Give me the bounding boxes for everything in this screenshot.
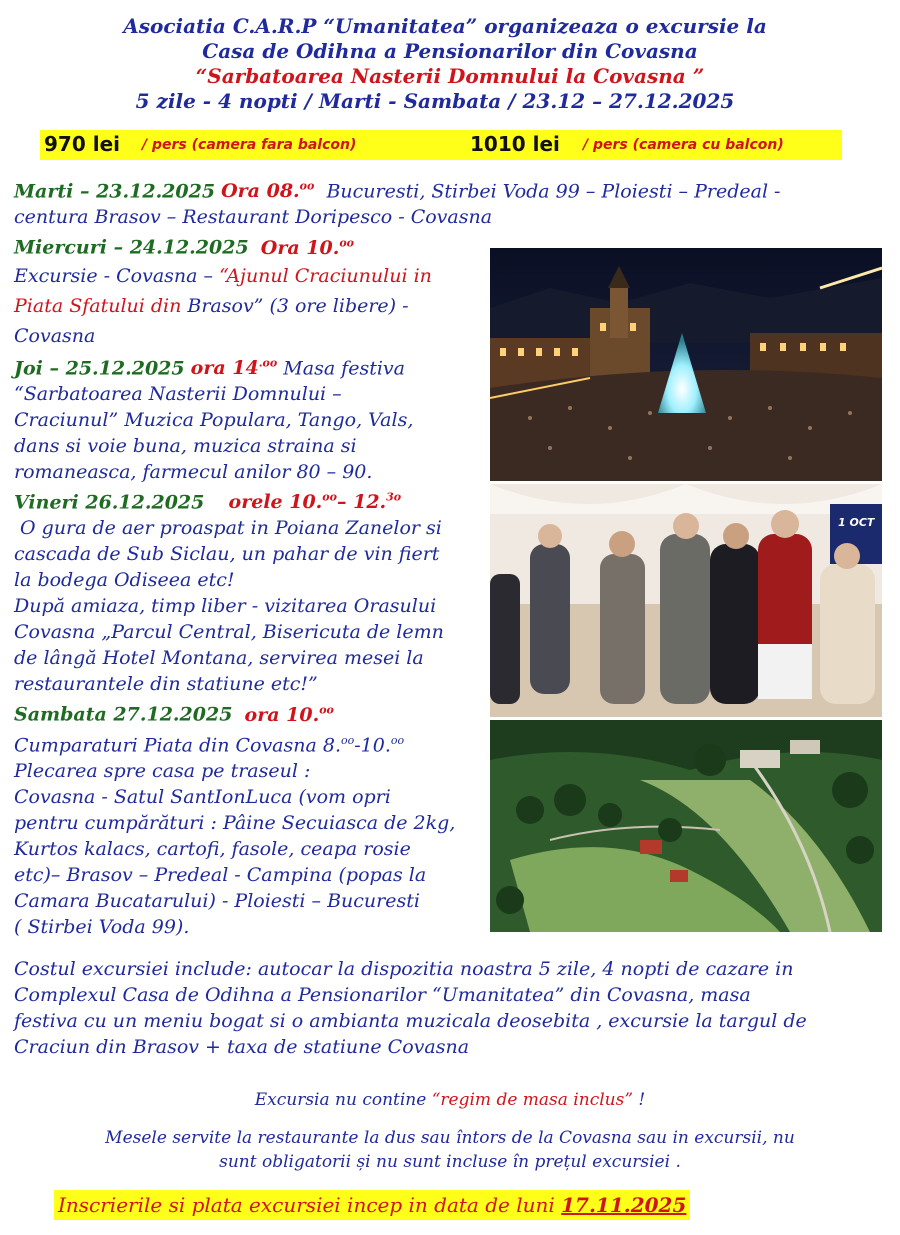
day-saturday: Sambata 27.12.2025 ora 10.$^{oo}$ Cumparaturi Piata din Covasna 8.$^{oo}$-10.$^{oo}$ Plecarea spre casa pe traseul : Covasna - Satul SantIonLuca (vom opri pentru cumpărături : Pâine Secuiasca de 2kg, Kurtos kalacs, cartofi, fasole, ceapa rosie etc)– Brasov – Predeal - Campina (popas la Camara Bucatarului) - Ploiesti – Bucuresti ( Stirbei Voda 99). bbox=[14, 697, 484, 940]
day-friday-date: Vineri 26.12.2025 bbox=[14, 491, 205, 514]
day-friday-time: orele 10.$^{oo}$– 12.$^{3o}$ bbox=[228, 490, 402, 514]
trip-includes: Costul excursiei include: autocar la dispozitia noastra 5 zile, 4 nopti de cazare in Complexul Casa de Odihna a Pensionarilor “Umanitatea” din Covasna, masa festiva cu un meniu bogat si o ambianta muzicala deosebita , excursie la targul de Craciun din Brasov + taxa de statiune Covasna bbox=[14, 958, 807, 1058]
day-thursday-date: Joi – 25.12.2025 bbox=[14, 356, 185, 379]
meals-note: Mesele servite la restaurante la dus sau întors de la Covasna sau in excursii, nu sunt obligatorii și nu sunt incluse în prețul excursiei . bbox=[105, 1128, 795, 1172]
photo-banner-text: 1 OCT bbox=[838, 516, 875, 529]
market-line: Cumparaturi Piata din Covasna 8.$^{oo}$-10.$^{oo}$ bbox=[14, 733, 405, 756]
price-no-balcony: 970 lei bbox=[44, 132, 120, 156]
header-organizer-line: Asociatia C.A.R.P “Umanitatea” organizeaza o excursie la bbox=[123, 14, 767, 38]
day-friday: Vineri 26.12.2025 orele 10.$^{oo}$– 12.$^{3o}$ O gura de aer proaspat in Poiana Zanelor si cascada de Sub Siclau, un pahar de vin fiert la bodega Odiseea etc! După amiaza, timp liber - vizitarea Orasului Covasna „Parcul Central, Bisericuta de lemn de lângă Hotel Montana, servirea mesei la restaurantele din statiune etc!” bbox=[14, 490, 444, 696]
day-tuesday-time: Ora 08.$^{oo}$ bbox=[221, 180, 315, 203]
festive-dance-photo bbox=[490, 484, 882, 717]
day-wednesday-time: Ora 10.$^{oo}$ bbox=[260, 236, 355, 259]
flyer-header bbox=[0, 14, 900, 114]
day-thursday-time: ora $14^{.oo}$ bbox=[190, 356, 278, 379]
brasov-night-square-photo bbox=[490, 248, 882, 481]
enrollment-date: 17.11.2025 bbox=[561, 1193, 687, 1217]
day-thursday: Joi – 25.12.2025 ora $14^{.oo}$ Masa festiva “Sarbatoarea Nasterii Domnului – Craciunul” Muzica Populara, Tango, Vals, dans si voie buna, muzica straina si romaneasca, farmecul anilor 80 – 90. bbox=[14, 356, 414, 483]
day-wednesday-date: Miercuri – 24.12.2025 bbox=[14, 236, 249, 259]
no-meal-plan-note: Excursia nu contine “regim de masa inclus” ! bbox=[254, 1090, 646, 1110]
price-bar bbox=[40, 130, 842, 160]
day-tuesday bbox=[14, 174, 894, 230]
enrollment-banner: Inscrierile si plata excursiei incep in data de luni 17.11.2025 bbox=[54, 1190, 690, 1220]
price-no-balcony-note: / pers (camera fara balcon) bbox=[142, 137, 357, 153]
covasna-aerial-photo bbox=[490, 720, 882, 932]
header-duration-line: 5 zile - 4 nopti / Marti - Sambata / 23.12 – 27.12.2025 bbox=[135, 89, 735, 113]
day-tuesday-date: Marti – 23.12.2025 bbox=[14, 180, 216, 203]
price-balcony: 1010 lei bbox=[470, 132, 560, 156]
day-saturday-time: ora 10.$^{oo}$ bbox=[244, 703, 334, 726]
header-venue-line: Casa de Odihna a Pensionarilor din Covasna bbox=[202, 39, 698, 63]
day-tuesday-route-cont: centura Brasov – Restaurant Doripesco - Covasna bbox=[14, 206, 493, 229]
day-saturday-date: Sambata 27.12.2025 bbox=[14, 703, 233, 726]
price-balcony-note: / pers (camera cu balcon) bbox=[583, 137, 784, 153]
christmas-eve-event: “Ajunul Craciunului in bbox=[219, 264, 432, 287]
day-tuesday-route: Bucuresti, Stirbei Voda 99 – Ploiesti – Predeal - bbox=[326, 180, 781, 203]
header-event-title: “Sarbatoarea Nasterii Domnului la Covasna ” bbox=[195, 64, 705, 88]
day-wednesday: Miercuri – 24.12.2025 Ora 10.$^{oo}$ Excursie - Covasna – “Ajunul Craciunului in Piata Sfatului din Brasov” (3 ore libere) - Covasna bbox=[14, 236, 432, 347]
